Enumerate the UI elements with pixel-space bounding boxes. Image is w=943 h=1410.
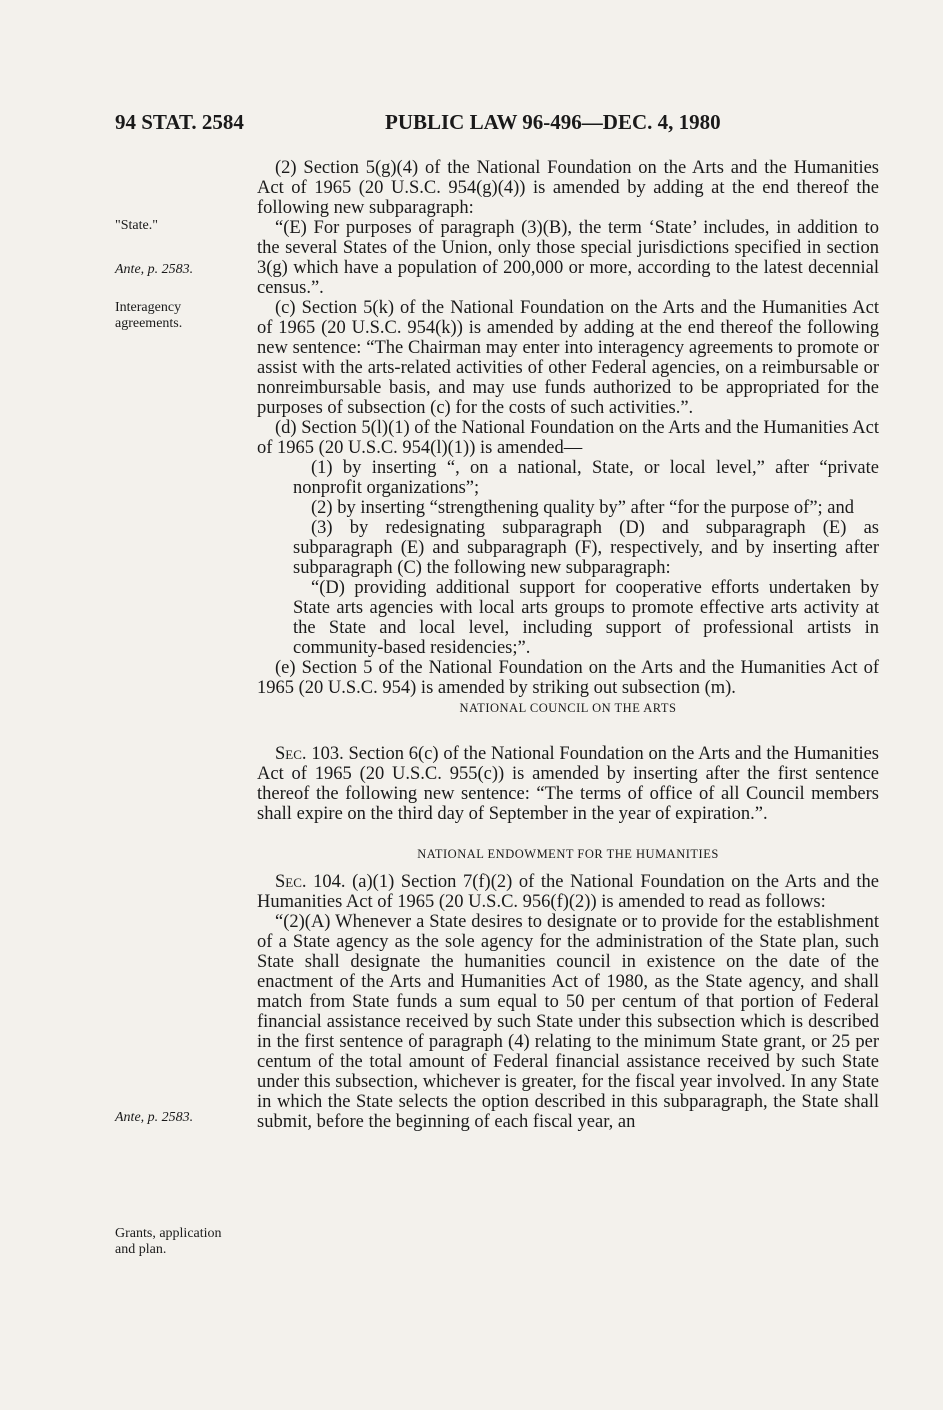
paragraph: (1) by inserting “, on a national, State, or local level,” after “private nonprofit organizations”;	[293, 458, 879, 498]
body-text	[257, 158, 879, 1132]
section-label: Sec.	[275, 872, 307, 892]
margin-note-grants: Grants, application and plan.	[115, 1226, 222, 1257]
section-text: 103. Section 6(c) of the National Foundation on the Arts and the Humanities Act of 1965 (20 U.S.C. 955(c)) is amended by inserting after the first sentence thereof the following new sentence: “The terms of office of all Council members shall expire on the third day of September in the year of expiration.”.	[257, 744, 880, 824]
paragraph: (3) by redesignating subparagraph (D) and subparagraph (E) as subparagraph (E) and subparagraph (F), respectively, and by inserting after subparagraph (C) the following new subparagraph:	[293, 518, 879, 578]
paragraph	[257, 872, 879, 912]
paragraph: (e) Section 5 of the National Foundation on the Arts and the Humanities Act of 1965 (20 U.S.C. 954) is amended by striking out subsection (m).	[257, 658, 879, 698]
section-heading: NATIONAL ENDOWMENT FOR THE HUMANITIES	[417, 847, 719, 861]
margin-note-state: "State."	[115, 218, 158, 233]
page-title: PUBLIC LAW 96-496—DEC. 4, 1980	[385, 110, 721, 134]
paragraph: (2) by inserting “strengthening quality by” after “for the purpose of”; and	[311, 498, 855, 518]
margin-note-ante-1: Ante, p. 2583.	[115, 262, 194, 277]
paragraph: (d) Section 5(l)(1) of the National Foundation on the Arts and the Humanities Act of 1965 (20 U.S.C. 954(l)(1)) is amended—	[257, 418, 879, 458]
margin-note-ante-2: Ante, p. 2583.	[115, 1110, 194, 1125]
paragraph: “(2)(A) Whenever a State desires to designate or to provide for the establishment of a State agency as the sole agency for the administration of the State plan, such State shall designate the humanities council in existence on the date of the enactment of the Arts and Humanities Act of 1980, as the State agency, and shall match from State funds a sum equal to 50 per centum of that portion of Federal financial assistance received by such State under this subsection which is described in the first sentence of paragraph (4) relating to the minimum State grant, or 25 per centum of the total amount of Federal financial assistance received by such State under this subsection, whichever is greater, for the fiscal year involved. In any State in which the State selects the option described in this subparagraph, the State shall submit, before the beginning of each fiscal year, an	[257, 912, 879, 1132]
paragraph: “(E) For purposes of paragraph (3)(B), the term ‘State’ includes, in addition to the several States of the Union, only those special jurisdictions specified in section 3(g) which have a population of 200,000 or more, according to the latest decennial census.”.	[257, 218, 879, 298]
section-heading: NATIONAL COUNCIL ON THE ARTS	[459, 701, 677, 715]
margin-note-interagency: Interagency agreements.	[115, 300, 183, 331]
paragraph: (c) Section 5(k) of the National Foundation on the Arts and the Humanities Act of 1965 (20 U.S.C. 954(k)) is amended by adding at the end thereof the following new sentence: “The Chairman may enter into interagency agreements to promote or assist with the arts-related activities of other Federal agencies, on a reimbursable or nonreimbursable basis, and may use funds authorized to be appropriated for the purposes of subsection (c) for the costs of such activities.”.	[257, 298, 879, 418]
paragraph	[257, 744, 879, 824]
page-stat-number: 94 STAT. 2584	[115, 110, 244, 134]
paragraph: “(D) providing additional support for cooperative efforts undertaken by State arts agencies with local arts groups to promote effective arts activity at the State and local level, including support of professional artists in community-based residencies;”.	[293, 578, 879, 658]
paragraph: (2) Section 5(g)(4) of the National Foundation on the Arts and the Humanities Act of 1965 (20 U.S.C. 954(g)(4)) is amended by adding at the end thereof the following new subparagraph:	[257, 158, 879, 218]
section-label: Sec.	[275, 744, 307, 764]
section-text: 104. (a)(1) Section 7(f)(2) of the National Foundation on the Arts and the Humanities Act of 1965 (20 U.S.C. 956(f)(2)) is amended to read as follows:	[257, 872, 880, 912]
